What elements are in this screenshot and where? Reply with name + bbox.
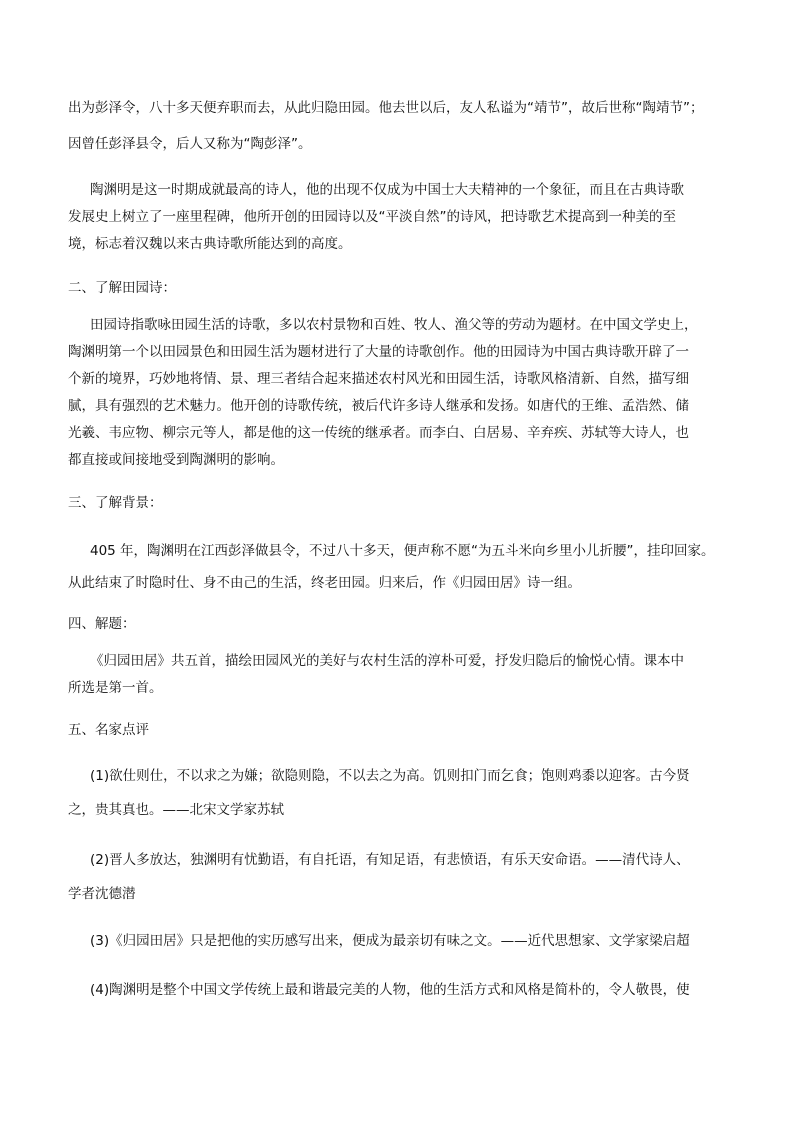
quote-line: (3)《归园田居》只是把他的实历感写出来，便成为最亲切有味之文。——近代思想家、文学家梁启超 — [90, 933, 690, 949]
paragraph-line: 个新的境界，巧妙地将情、景、理三者结合起来描述农村风光和田园生活，诗歌风格清新、自然，描写细 — [68, 371, 689, 387]
paragraph-line: 出为彭泽令，八十多天便弃职而去，从此归隐田园。他去世以后，友人私谥为“靖节”，故后世称“陶靖节”； — [68, 100, 704, 116]
paragraph-line: 都直接或间接地受到陶渊明的影响。 — [68, 452, 284, 468]
section-heading: 三、了解背景： — [68, 495, 163, 511]
paragraph-line: 405 年，陶渊明在江西彭泽做县令，不过八十多天，便声称不愿“为五斗米向乡里小儿折腰”，挂印回家。 — [90, 543, 715, 559]
paragraph-line: 陶渊明第一个以田园景色和田园生活为题材进行了大量的诗歌创作。他的田园诗为中国古典诗歌开辟了一 — [68, 344, 689, 360]
paragraph-line: 《归园田居》共五首，描绘田园风光的美好与农村生活的淳朴可爱，抒发归隐后的愉悦心情。课本中 — [90, 653, 684, 669]
quote-line: 之，贵其真也。——北宋文学家苏轼 — [68, 802, 284, 818]
paragraph-line: 所选是第一首。 — [68, 680, 163, 696]
paragraph-line: 因曾任彭泽县令，后人又称为“陶彭泽”。 — [68, 136, 312, 152]
paragraph-line: 从此结束了时隐时仕、身不由己的生活，终老田园。归来后，作《归园田居》诗一组。 — [68, 575, 581, 591]
quote-line: (2)晋人多放达，独渊明有忧勤语，有自托语，有知足语，有悲愤语，有乐天安命语。——清代诗人、 — [90, 852, 690, 868]
section-heading: 四、解题： — [68, 616, 136, 632]
paragraph-line: 陶渊明是这一时期成就最高的诗人，他的出现不仅成为中国士大夫精神的一个象征，而且在古典诗歌 — [90, 182, 684, 198]
section-heading: 五、名家点评 — [68, 722, 149, 738]
paragraph-line: 境，标志着汉魏以来古典诗歌所能达到的高度。 — [68, 236, 352, 252]
paragraph-line: 光羲、韦应物、柳宗元等人，都是他的这一传统的继承者。而李白、白居易、辛弃疾、苏轼等大诗人，也 — [68, 425, 689, 441]
paragraph-line: 腻，具有强烈的艺术魅力。他开创的诗歌传统，被后代许多诗人继承和发扬。如唐代的王维、孟浩然、储 — [68, 398, 689, 414]
paragraph-line: 发展史上树立了一座里程碑，他所开创的田园诗以及“平淡自然”的诗风，把诗歌艺术提高到一种美的至 — [68, 209, 676, 225]
section-heading: 二、了解田园诗： — [68, 280, 176, 296]
quote-line: (4)陶渊明是整个中国文学传统上最和谐最完美的人物，他的生活方式和风格是简朴的，令人敬畏，使 — [90, 982, 690, 998]
paragraph-line: 田园诗指歌咏田园生活的诗歌，多以农村景物和百姓、牧人、渔父等的劳动为题材。在中国文学史上， — [90, 317, 698, 333]
quote-line: (1)欲仕则仕，不以求之为嫌；欲隐则隐，不以去之为高。饥则扣门而乞食；饱则鸡黍以迎客。古今贤 — [90, 768, 690, 784]
quote-line: 学者沈德潜 — [68, 886, 136, 902]
